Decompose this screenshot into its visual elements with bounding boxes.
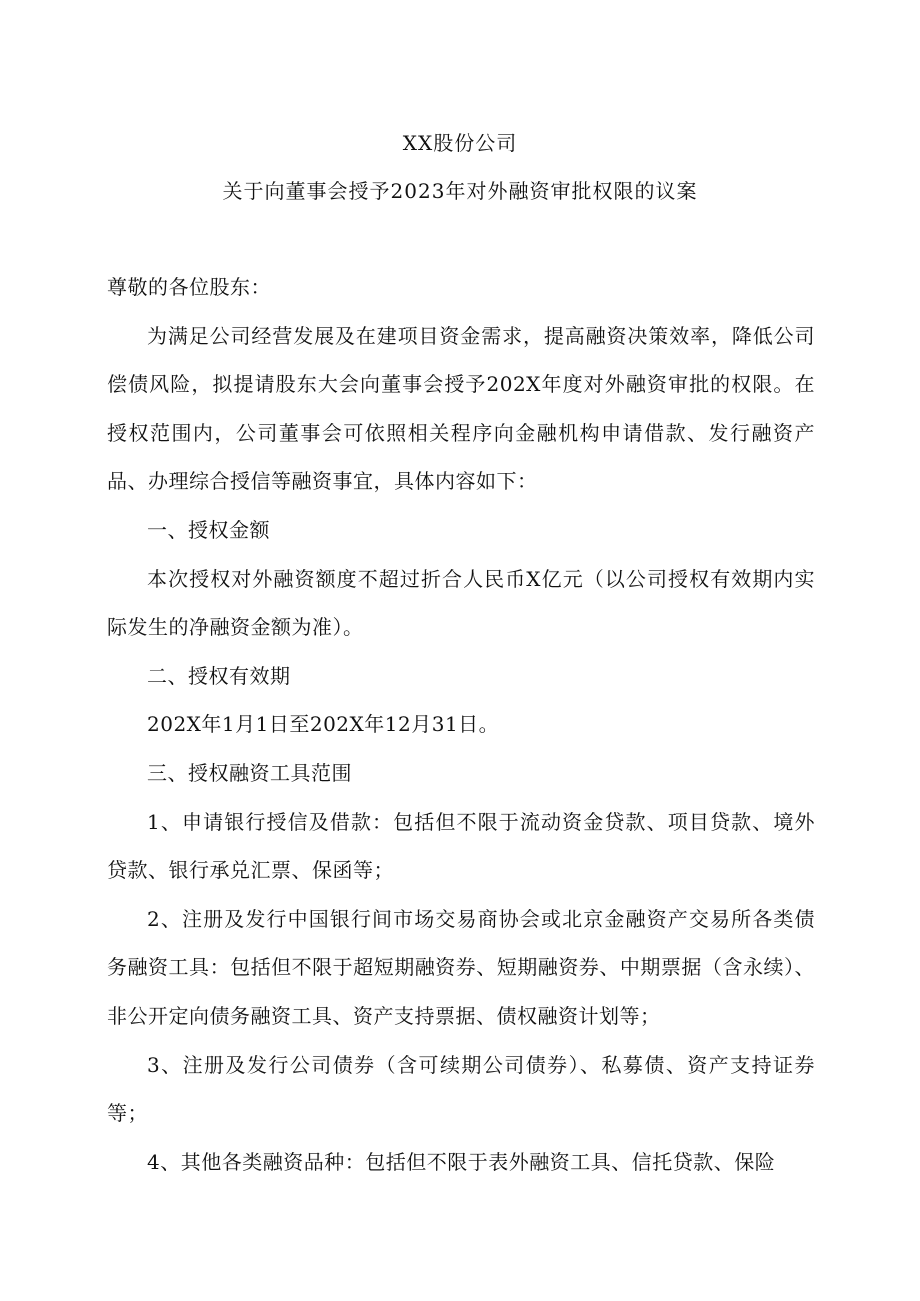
section-heading-amount: 一、授权金额 [147, 517, 270, 542]
document-body [107, 263, 815, 1186]
validity-paragraph: 202X年1月1日至202X年12月31日。 [147, 712, 500, 737]
section-heading-validity: 二、授权有效期 [147, 663, 291, 688]
section-heading-instruments: 三、授权融资工具范围 [147, 760, 352, 785]
instrument-item-1: 1、申请银行授信及借款：包括但不限于流动资金贷款、项目贷款、境外贷款、银行承兑汇票、保函等； [107, 809, 815, 883]
instrument-item-4: 4、其他各类融资品种：包括但不限于表外融资工具、信托贷款、保险 [147, 1149, 776, 1174]
instrument-item-2: 2、注册及发行中国银行间市场交易商协会或北京金融资产交易所各类债务融资工具：包括但不限于超短期融资券、短期融资券、中期票据（含永续）、非公开定向债务融资工具、资产支持票据、债权融资计划等； [107, 906, 815, 1028]
salutation: 尊敬的各位股东： [107, 275, 271, 299]
proposal-title: 关于向董事会授予2023年对外融资审批权限的议案 [222, 179, 698, 203]
company-title: XX股份公司 [402, 131, 518, 155]
intro-paragraph: 为满足公司经营发展及在建项目资金需求，提高融资决策效率，降低公司偿债风险，拟提请股东大会向董事会授予202X年度对外融资审批的权限。在授权范围内，公司董事会可依照相关程序向金融机构申请借款、发行融资产品、办理综合授信等融资事宜，具体内容如下： [107, 323, 815, 494]
instrument-item-3: 3、注册及发行公司债券（含可续期公司债券）、私募债、资产支持证券等； [107, 1052, 815, 1126]
amount-paragraph: 本次授权对外融资额度不超过折合人民币X亿元（以公司授权有效期内实际发生的净融资金额为准）。 [107, 566, 815, 640]
